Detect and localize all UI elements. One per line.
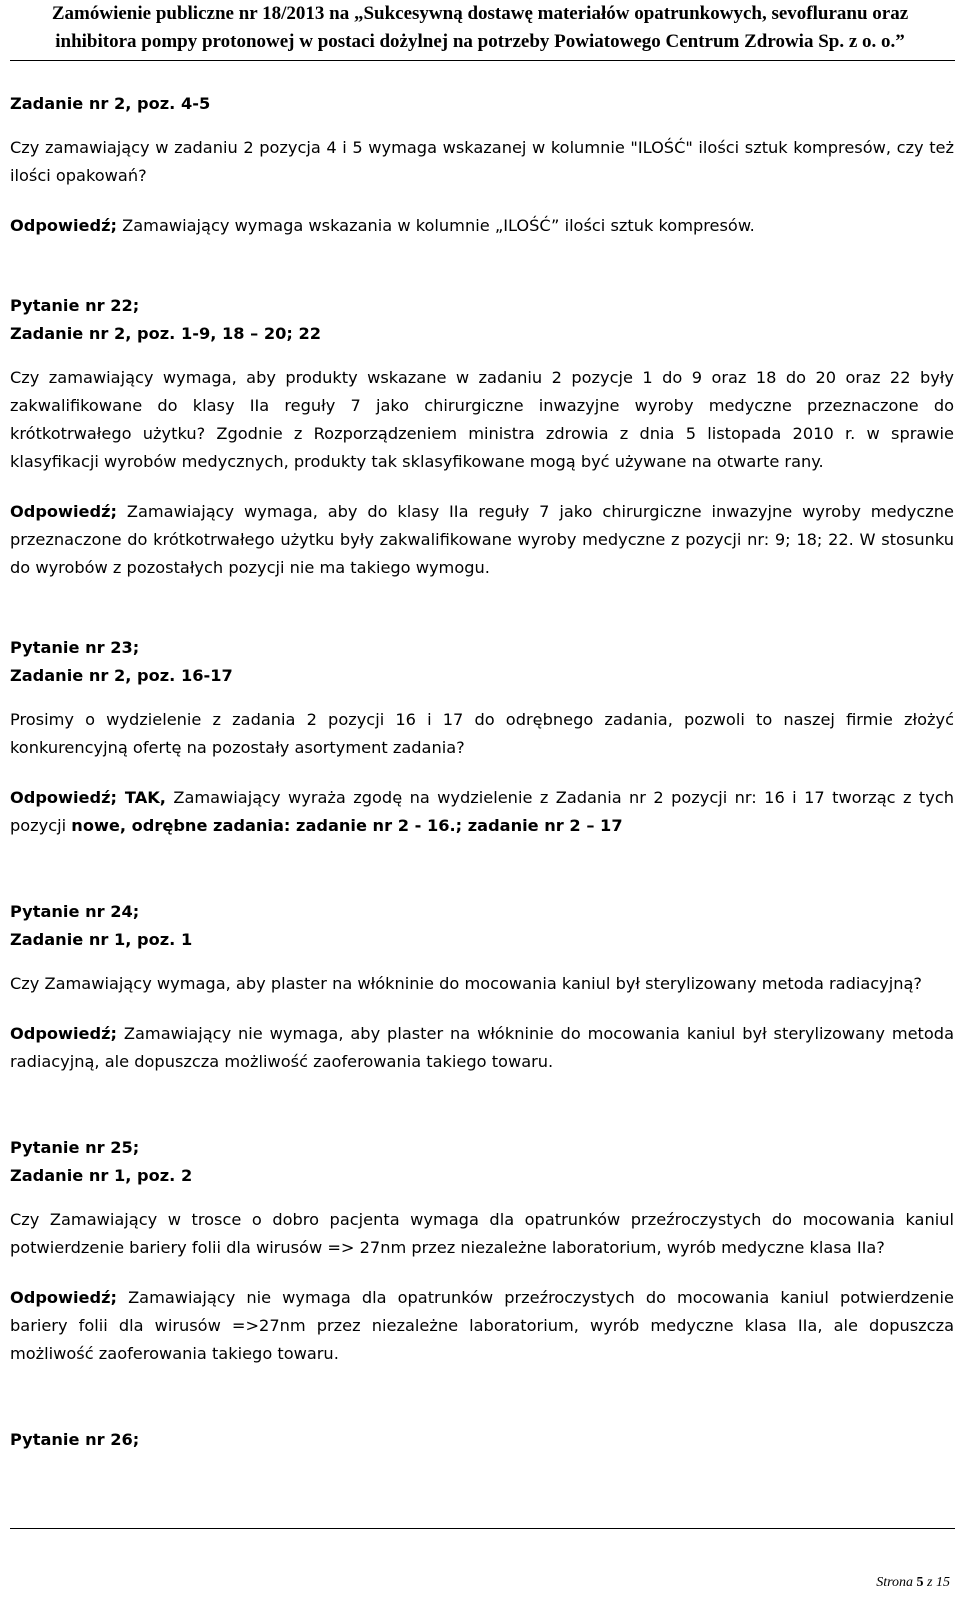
q24-task: Zadanie nr 1, poz. 1	[10, 930, 193, 949]
answer-text: Zamawiający wymaga wskazania w kolumnie „ILOŚĆ” ilości sztuk kompresów.	[117, 216, 755, 235]
document-body	[10, 90, 954, 1454]
q22-question: Czy zamawiający wymaga, aby produkty wskazane w zadaniu 2 pozycje 1 do 9 oraz 18 do 20 oraz 22 były zakwalifikowane do klasy IIa reguły 7 jako chirurgiczne inwazyjne wyroby medyczne przeznaczone do krótkotrwałego użytku? Zgodnie z Rozporządzeniem ministra zdrowia z dnia 5 listopada 2010 r. w sprawie klasyfikacji wyrobów medycznych, produkty tak sklasyfikowane mogą być używane na otwarte rany.	[10, 368, 954, 471]
q23-question: Prosimy o wydzielenie z zadania 2 pozycji 16 i 17 do odrębnego zadania, pozwoli to naszej firmie złożyć konkurencyjną ofertę na pozostały asortyment zadania?	[10, 710, 954, 757]
q22-answer	[10, 498, 954, 582]
spacer	[10, 190, 954, 212]
header-line-2: inhibitora pompy protonowej w postaci dożylnej na potrzeby Powiatowego Centrum Zdrowia Sp. z o. o.”	[55, 31, 905, 52]
q21-task: Zadanie nr 2, poz. 4-5	[10, 94, 211, 113]
answer-text: Zamawiający nie wymaga, aby plaster na włókninie do mocowania kaniul był sterylizowany metoda radiacyjną, ale dopuszcza możliwość zaoferowania takiego towaru.	[10, 1024, 954, 1071]
q23-title: Pytanie nr 23;	[10, 638, 140, 657]
footer-page-number: 5	[916, 1575, 924, 1590]
page-footer	[876, 1575, 950, 1591]
spacer	[10, 1368, 954, 1426]
answer-text: Zamawiający nie wymaga dla opatrunków przeźroczystych do mocowania kaniul potwierdzenie bariery folii dla wirusów =>27nm przez niezależne laboratorium, wyrób medyczne klasa IIa, ale dopuszcza możliwość zaoferowania takiego towaru.	[10, 1288, 954, 1363]
spacer	[10, 118, 954, 134]
header-line-1: Zamówienie publiczne nr 18/2013 na „Sukcesywną dostawę materiałów opatrunkowych, sevofluranu oraz	[51, 3, 909, 24]
answer-label: Odpowiedź;	[10, 1024, 118, 1043]
spacer	[10, 1262, 954, 1284]
q23-task: Zadanie nr 2, poz. 16-17	[10, 666, 233, 685]
footer-total-pages: 15	[936, 1575, 950, 1590]
answer-label: Odpowiedź;	[10, 1288, 118, 1307]
answer-bold-text: nowe, odrębne zadania: zadanie nr 2 - 16.; zadanie nr 2 – 17	[71, 816, 623, 835]
q23-answer	[10, 784, 954, 840]
q21-answer	[10, 212, 954, 240]
answer-label: Odpowiedź;	[10, 502, 118, 521]
q25-question: Czy Zamawiający w trosce o dobro pacjenta wymaga dla opatrunków przeźroczystych do mocowania kaniul potwierdzenie bariery folii dla wirusów => 27nm przez niezależne laboratorium, wyrób medyczne klasa IIa?	[10, 1210, 954, 1257]
spacer	[10, 840, 954, 898]
footer-divider	[10, 1528, 955, 1529]
spacer	[10, 476, 954, 498]
q22-title: Pytanie nr 22;	[10, 296, 140, 315]
spacer	[10, 998, 954, 1020]
q21-question: Czy zamawiający w zadaniu 2 pozycja 4 i 5 wymaga wskazanej w kolumnie "ILOŚĆ" ilości sztuk kompresów, czy też ilości opakowań?	[10, 138, 954, 185]
q26-title: Pytanie nr 26;	[10, 1430, 140, 1449]
spacer	[10, 690, 954, 706]
spacer	[10, 1076, 954, 1134]
spacer	[10, 762, 954, 784]
q25-task: Zadanie nr 1, poz. 2	[10, 1166, 193, 1185]
q24-answer	[10, 1020, 954, 1076]
answer-label: Odpowiedź;	[10, 216, 118, 235]
spacer	[10, 954, 954, 970]
spacer	[10, 582, 954, 634]
q25-answer	[10, 1284, 954, 1368]
answer-text: Zamawiający wymaga, aby do klasy IIa reguły 7 jako chirurgiczne inwazyjne wyroby medyczne przeznaczone do krótkotrwałego użytku były zakwalifikowane wyroby medyczne z pozycji nr: 9; 18; 22. W stosunku do wyrobów z pozostałych pozycji nie ma takiego wymogu.	[10, 502, 954, 577]
footer-prefix: Strona	[876, 1575, 917, 1590]
q22-task: Zadanie nr 2, poz. 1-9, 18 – 20; 22	[10, 324, 322, 343]
q24-question: Czy Zamawiający wymaga, aby plaster na włókninie do mocowania kaniul był sterylizowany metoda radiacyjną?	[10, 974, 923, 993]
spacer	[10, 348, 954, 364]
spacer	[10, 1190, 954, 1206]
footer-middle: z	[923, 1575, 936, 1590]
header-divider	[10, 60, 955, 61]
answer-text: Zamawiający wyraża zgodę na wydzielenie z Zadania nr 2 pozycji nr: 16 i 17 tworząc z tych pozycji	[10, 788, 954, 835]
document-header	[10, 0, 950, 56]
answer-label: Odpowiedź; TAK,	[10, 788, 166, 807]
spacer	[10, 240, 954, 292]
q24-title: Pytanie nr 24;	[10, 902, 140, 921]
q25-title: Pytanie nr 25;	[10, 1138, 140, 1157]
